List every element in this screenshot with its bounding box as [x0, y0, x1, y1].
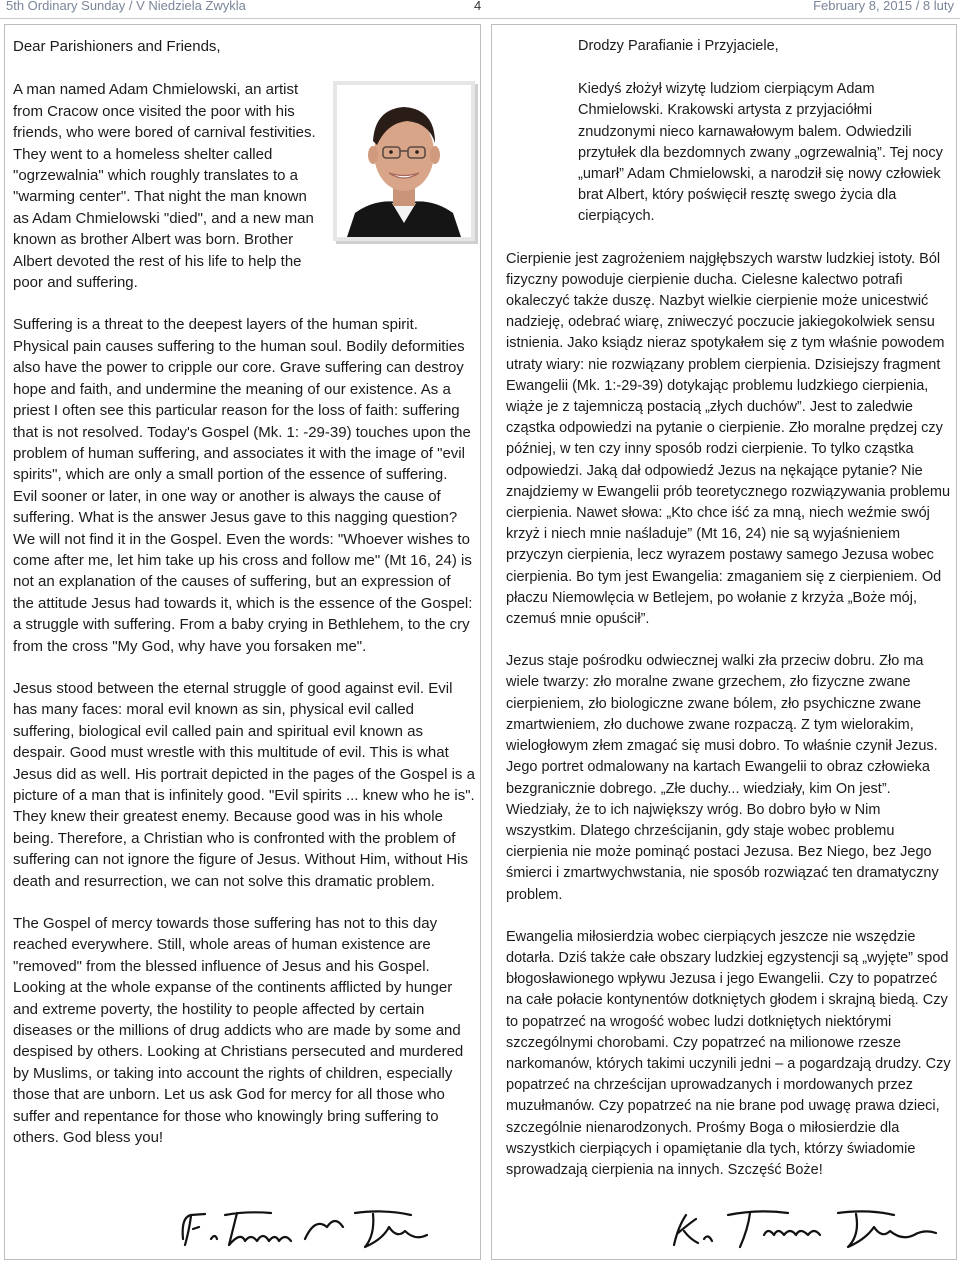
- polish-greeting: Drodzy Parafianie i Przyjaciele,: [578, 38, 779, 54]
- english-signature: [175, 1205, 435, 1253]
- english-paragraph: A man named Adam Chmielowski, an artist from Cracow once visited the poor with his friends, who were bored of carnival festivities. They went to a homeless shelter called "ogrzewalnia" which roughly translates to a "warming center". That night the man known as Adam Chmielowski "died", and a new man known as brother Albert was born. Brother Albert devoted the rest of his life to help the poor and suffering.: [13, 81, 316, 292]
- header-divider: [0, 18, 960, 19]
- page-number: 4: [474, 0, 482, 13]
- english-greeting: Dear Parishioners and Friends,: [13, 38, 221, 55]
- english-letter: [13, 36, 475, 1170]
- polish-paragraph: Jezus staje pośrodku odwiecznej walki zła przeciw dobru. Zło ma wiele twarzy: zło moralne zwane grzechem, zło fizyczne zwane cierpieniem, zło biologiczne zwane bólem, zło psychiczne zwane zmartwieniem, zło duchowe zwane rozpaczą. Z tym wielorakim, wielogłowym złem zmagać się musi dobro. To właśnie czynił Jezus. Jego portret odmalowany na kartach Ewangelii to obraz człowieka bezgranicznie dobrego. „Złe duchy... wiedziały, kim On jest”. Wiedziały, że to ich największy wróg. Bo dobro było w Nim wszystkim. Dlatego chrześcijanin, gdy staje wobec problemu cierpienia nie może pominąć postaci Jezusa. Bez Niego, bez Jego śmierci i zmartwychwstania, nie sposób rozwiązać ten dramatyczny problem.: [506, 653, 939, 903]
- polish-signature: [668, 1205, 948, 1253]
- polish-paragraph: Ewangelia miłosierdzia wobec cierpiących jeszcze nie wszędzie dotarła. Dziś także całe obszary ludzkiej egzystencji są „wyjęte” spod błogosławionego wpływu Jezusa i jego Ewangelii. Czy to popatrzeć na całe połacie kontynentów dotkniętych głodem i skrajną biedą. Czy to popatrzeć na wrogość wobec ludzi dotkniętych niektórymi szczególnymi chorobami. Czy popatrzeć na milionowe rzesze narkomanów, których takimi uczynili jedni – a pogardzają drudzy. Czy popatrzeć na chrześcijan uprowadzanych i mordowanych przez muzułmanów. Czy popatrzeć na nie brane pod uwagę prawa dzieci, szczególnie nienarodzonych. Prośmy Boga o miłosierdzie dla wszystkich cierpiących i opamiętanie dla tych, którzy świadomie sprowadzają cierpienia na innych. Szczęść Boże!: [506, 928, 951, 1178]
- english-paragraph: Suffering is a threat to the deepest layers of the human spirit. Physical pain causes suffering to the human soul. Bodily deformities also have the power to cripple our core. Grave suffering can destroy hope and faith, and undermine the meaning of our existence. As a priest I often see this particular reason for the loss of faith: suffering that is not resolved. Today's Gospel (Mk. 1: -29-39) touches upon the problem of human suffering, and associates it with the image of "evil spirits", which are only a small portion of the essence of suffering. Evil sooner or later, in one way or another is always the cause of suffering. What is the answer Jesus gave to this nagging question? We will not find it in the Gospel. Even the words: "Whoever wishes to come after me, let him take up his cross and follow me" (Mt 16, 24) is not an explanation of the causes of suffering, but an expression of the attitude Jesus had towards it, which is the essence of the Gospel: a struggle with suffering. From a baby crying in Bethlehem, to the cry from the cross "My God, why have you forsaken me".: [13, 316, 473, 655]
- header-liturgical-day: 5th Ordinary Sunday / V Niedziela Zwykla: [6, 0, 246, 13]
- polish-paragraph: Cierpienie jest zagrożeniem najgłębszych warstw ludzkiej istoty. Ból fizyczny powoduje cierpienie ducha. Cielesne kalectwo potrafi okaleczyć także duszę. Nazbyt wielkie cierpienie może unicestwić nadzieję, odebrać wiarę, zniweczyć poczucie jakiegokolwiek sensu istnienia. Jako ksiądz nieraz spotykałem się z tym właśnie powodem utraty wiary: nie rozwiązany problem cierpienia. Dzisiejszy fragment Ewangelii (Mk. 1:-29-39) dotykając problemu ludzkiego cierpienia, wiąże je z tajemniczą postacią „złych duchów”. Jest to zaledwie cząstka odpowiedzi na pytanie o cierpienie. Zło moralne prędzej czy później, w ten czy inny sposób rodzi cierpienie. To tylko cząstka odpowiedzi. Jaką dał odpowiedź Jezus na nękające pytanie? Nie znajdziemy w Ewangelii prób teoretycznego rozwiązywania problemu cierpienia. Nawet słowa: „Kto chce iść za mną, niech weźmie swój krzyż i niech mnie naśladuje” (Mt 16, 24) nie są wyjaśnieniem przyczyn cierpienia, lecz wyrazem postawy samego Jezusa wobec cierpienia. Bo tym jest Ewangelia: zmaganiem się z cierpieniem. Od płaczu Niemowlęcia w Betlejem, po wołanie z krzyża „Boże mój, czemuś mnie opuścił”.: [506, 250, 951, 628]
- signature-image: [175, 1205, 435, 1253]
- signature-image: [668, 1205, 948, 1253]
- english-paragraph: The Gospel of mercy towards those suffering has not to this day reached everywhere. Still, whole areas of human existence are "removed" from the blessed influence of Jesus and his Gospel. Looking at the whole expanse of the continents afflicted by hunger and extreme poverty, the hostility to people affected by certain diseases or the millions of drug addicts who are made by some and despised by others. Looking at Christians persecuted and murdered by Muslims, or taking into account the rights of children, especially those that are unborn. Let us ask God for mercy for all those who suffer and repentance for those who knowingly bring suffering to others. God bless you!: [13, 915, 464, 1147]
- polish-letter: [506, 36, 952, 1202]
- pastor-photo: [333, 79, 485, 241]
- page-header: [0, 0, 960, 18]
- english-paragraph: Jesus stood between the eternal struggle of good against evil. Evil has many faces: moral evil known as sin, physical evil called suffering, biological evil called pain and spiritual evil known as despair. Good must wrestle with this multitude of evil. This is what Jesus did as well. His portrait depicted in the pages of the Gospel is a picture of a man that is infinitely good. "Evil spirits ... knew who he is". They knew their greatest enemy. Because good was in his whole being. Therefore, a Christian who is confronted with the problem of suffering can not ignore the figure of Jesus. Without Him, without His death and resurrection, we can not solve this dramatic problem.: [13, 679, 475, 890]
- priest-portrait-image: [333, 81, 475, 241]
- header-date: February 8, 2015 / 8 luty: [813, 0, 954, 13]
- polish-paragraph: Kiedyś złożył wizytę ludziom cierpiącym Adam Chmielowski. Krakowski artysta z przyjaciółmi znudzonymi nieco karnawałowym balem. Odwiedzili przytułek dla bezdomnych zwany „ogrzewalnią”. Tej nocy „umarł” Adam Chmielowski, a narodził się nowy człowiek brat Albert, który poświęcił resztę swego życia dla cierpiących.: [578, 81, 943, 225]
